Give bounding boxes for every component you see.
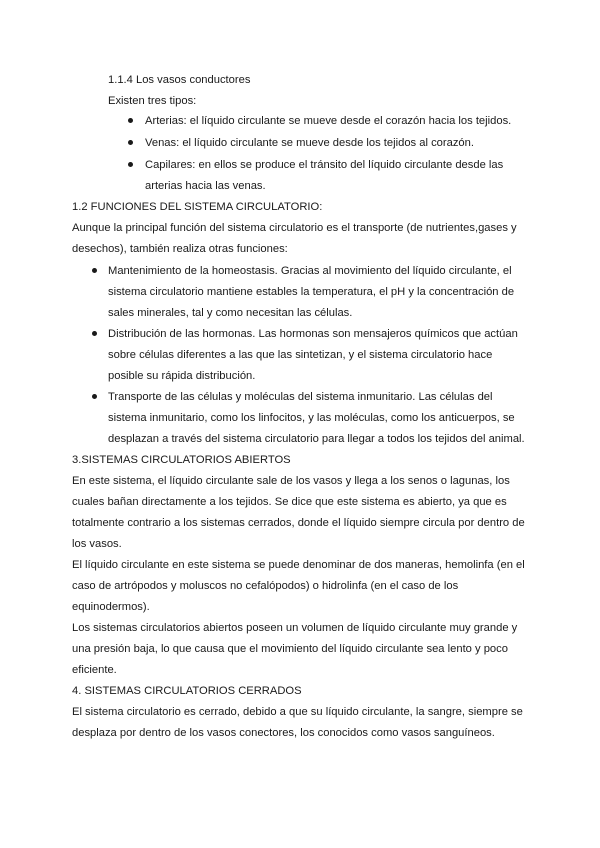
section-3-heading: 3.SISTEMAS CIRCULATORIOS ABIERTOS bbox=[72, 454, 291, 466]
paragraph-line: desplaza por dentro de los vasos conectores, los conocidos como vasos sanguíneos. bbox=[72, 727, 495, 739]
list-item-continuation: posible su rápida distribución. bbox=[108, 370, 256, 382]
paragraph-line: totalmente contrario a los sistemas cerrados, donde el líquido siempre circula por dentro de bbox=[72, 517, 525, 529]
list-item-continuation: sistema circulatorio mantiene estables la temperatura, el pH y la concentración de bbox=[108, 286, 515, 298]
list-item: Venas: el líquido circulante se mueve desde los tejidos al corazón. bbox=[145, 137, 474, 149]
paragraph-line: El sistema circulatorio es cerrado, debido a que su líquido circulante, la sangre, siempre se bbox=[72, 706, 523, 718]
list-item-continuation: arterias hacia las venas. bbox=[145, 180, 266, 192]
bullet-icon bbox=[92, 394, 97, 399]
bullet-icon bbox=[128, 118, 133, 123]
paragraph-line: En este sistema, el líquido circulante sale de los vasos y llega a los senos o lagunas, los bbox=[72, 475, 510, 487]
list-item-continuation: sistema inmunitario, como los linfocitos, y las moléculas, como los anticuerpos, se bbox=[108, 412, 515, 424]
paragraph-line: Los sistemas circulatorios abiertos poseen un volumen de líquido circulante muy grande y bbox=[72, 622, 518, 634]
section-114-heading: 1.1.4 Los vasos conductores bbox=[108, 74, 251, 86]
paragraph-line: Aunque la principal función del sistema circulatorio es el transporte (de nutrientes,gases y bbox=[72, 222, 517, 234]
paragraph-line: caso de artrópodos y moluscos no cefalópodos) o hidrolinfa (en el caso de los bbox=[72, 580, 459, 592]
paragraph-line: El líquido circulante en este sistema se puede denominar de dos maneras, hemolinfa (en el bbox=[72, 559, 525, 571]
list-item-continuation: sobre células diferentes a las que las sintetizan, y el sistema circulatorio hace bbox=[108, 349, 493, 361]
section-12-heading: 1.2 FUNCIONES DEL SISTEMA CIRCULATORIO: bbox=[72, 201, 323, 213]
list-item-continuation: desplazan a través del sistema circulatorio para llegar a todos los tejidos del animal. bbox=[108, 433, 525, 445]
paragraph-line: equinodermos). bbox=[72, 601, 150, 613]
list-item: Transporte de las células y moléculas del sistema inmunitario. Las células del bbox=[108, 391, 493, 403]
section-114-intro: Existen tres tipos: bbox=[108, 95, 197, 107]
bullet-icon bbox=[128, 162, 133, 167]
paragraph-line: una presión baja, lo que causa que el movimiento del líquido circulante sea lento y poco bbox=[72, 643, 508, 655]
list-item: Mantenimiento de la homeostasis. Gracias al movimiento del líquido circulante, el bbox=[108, 265, 512, 277]
list-item-continuation: sales minerales, tal y como necesitan las células. bbox=[108, 307, 353, 319]
list-item: Arterias: el líquido circulante se mueve desde el corazón hacia los tejidos. bbox=[145, 115, 512, 127]
bullet-icon bbox=[92, 268, 97, 273]
list-item: Distribución de las hormonas. Las hormonas son mensajeros químicos que actúan bbox=[108, 328, 518, 340]
section-4-heading: 4. SISTEMAS CIRCULATORIOS CERRADOS bbox=[72, 685, 302, 697]
list-item: Capilares: en ellos se produce el tránsito del líquido circulante desde las bbox=[145, 159, 504, 171]
bullet-icon bbox=[128, 140, 133, 145]
paragraph-line: cuales bañan directamente a los tejidos. Se dice que este sistema es abierto, ya que es bbox=[72, 496, 507, 508]
bullet-icon bbox=[92, 331, 97, 336]
paragraph-line: los vasos. bbox=[72, 538, 122, 550]
paragraph-line: eficiente. bbox=[72, 664, 117, 676]
paragraph-line: desechos), también realiza otras funciones: bbox=[72, 243, 288, 255]
